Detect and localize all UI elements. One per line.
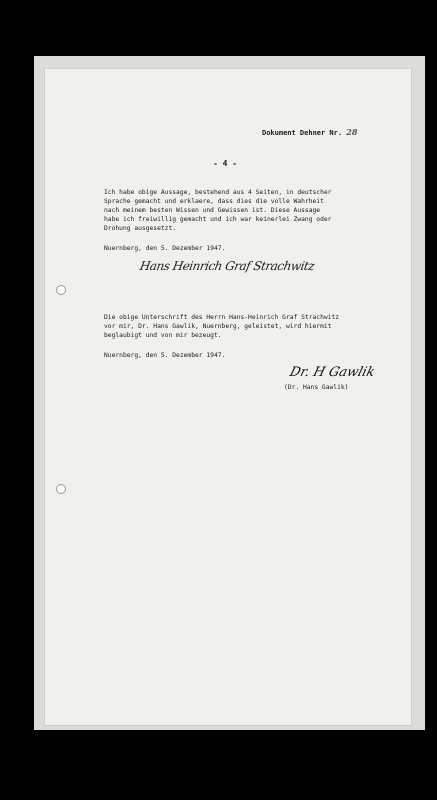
certification-line: Die obige Unterschrift des Herrn Hans-Heinrich Graf Strachwitz <box>104 314 340 321</box>
document-label: Dokument Dehner Nr. <box>262 129 343 137</box>
place-date-1: Nuernberg, den 5. Dezember 1947. <box>104 245 226 252</box>
statement-line: habe ich freiwillig gemacht und ich war keinerlei Zwang oder <box>104 216 332 223</box>
statement-line: Drohung ausgesetzt. <box>104 225 177 232</box>
certification-line: vor mir, Dr. Hans Gawlik, Nuernberg, geleistet, wird hiermit <box>104 323 332 330</box>
statement-line: nach meinem besten Wissen und Gewissen ist. Diese Aussage <box>104 207 321 214</box>
punch-hole-top <box>56 285 66 295</box>
signature-gawlik: Dr. H Gawlik <box>287 365 377 380</box>
statement-line: Ich habe obige Aussage, bestehend aus 4 Seiten, in deutscher <box>104 189 332 196</box>
signature-strachwitz: Hans Heinrich Graf Strachwitz <box>138 259 316 273</box>
notary-name: (Dr. Hans Gawlik) <box>284 384 349 391</box>
place-date-2: Nuernberg, den 5. Dezember 1947. <box>104 352 226 359</box>
page-number: - 4 - <box>213 159 238 168</box>
document-header <box>262 127 357 139</box>
document-number: 28 <box>346 127 358 137</box>
certification-line: beglaubigt und von mir bezeugt. <box>104 332 222 339</box>
punch-hole-bottom <box>56 484 66 494</box>
statement-line: Sprache gemacht und erklaere, dass dies die volle Wahrheit <box>104 198 324 205</box>
